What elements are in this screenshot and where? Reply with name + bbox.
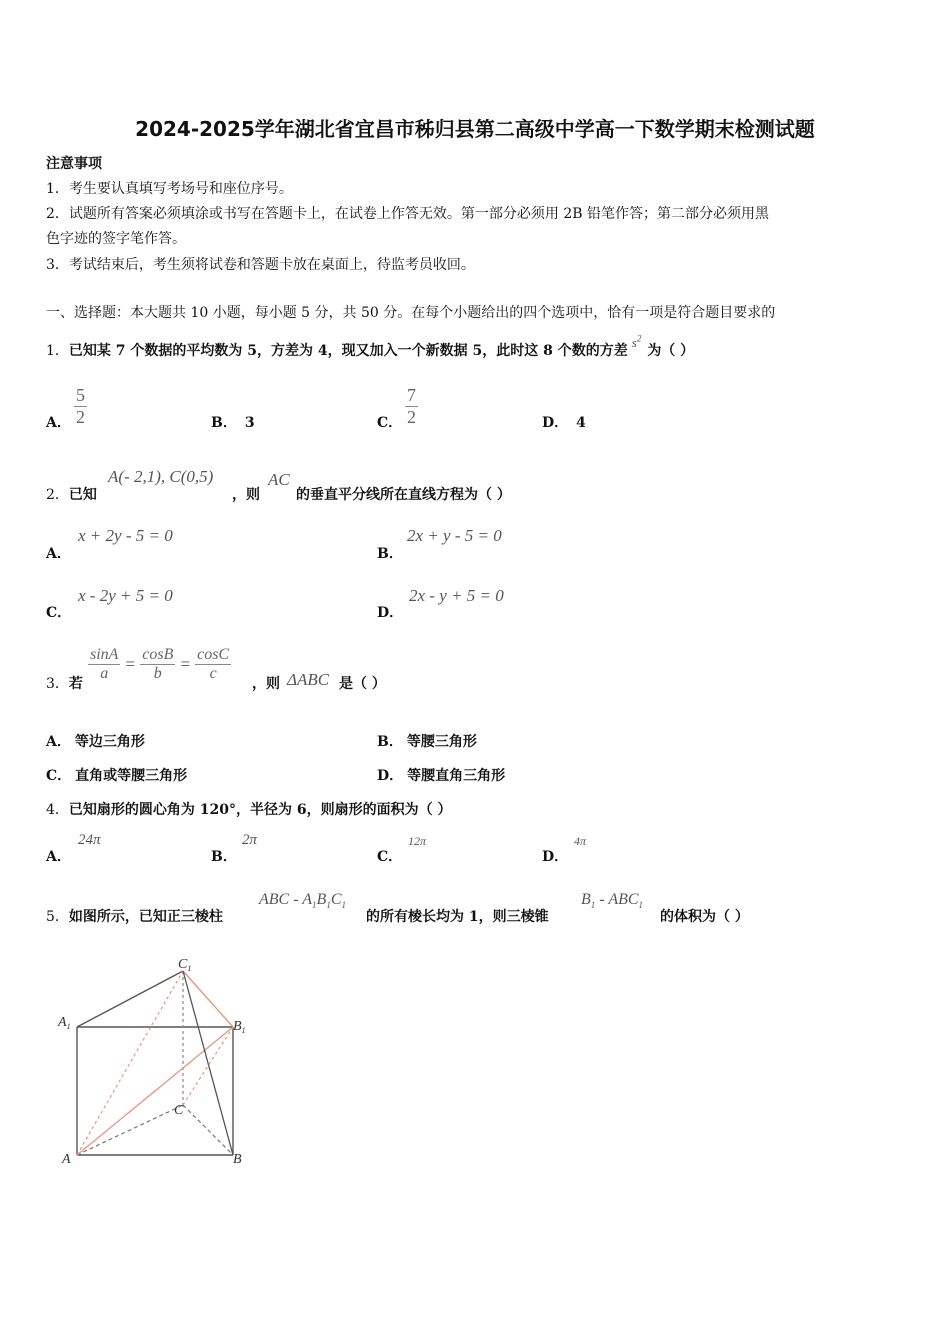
q3-mid: ，则 [252, 676, 280, 692]
edge-AC-hidden [77, 1105, 183, 1155]
q5-mid: 的所有棱长均为 1，则三棱锥 [366, 909, 549, 925]
variance-symbol: $s^2$ [631, 333, 642, 350]
vertex-label-A1: $A_1$ [58, 1015, 71, 1031]
q1-option-d: D． 4 [542, 415, 586, 431]
question-3: 3．若 [46, 676, 83, 692]
q1-option-a-label: A． [46, 415, 71, 431]
section-heading: 一、选择题：本大题共 10 小题，每小题 5 分，共 50 分。在每个小题给出的四个选项中，恰有一项是符合题目要求的 [46, 305, 776, 321]
q4-option-d: 4π [574, 834, 587, 848]
q2-option-a: x + 2y - 5 = 0 [78, 526, 173, 545]
q4-option-b-label: B． [211, 849, 237, 865]
prism-figure [50, 950, 280, 1175]
q4-option-a: 24π [78, 832, 101, 848]
vertex-label-C: C [174, 1103, 184, 1118]
question-text: 已知某 7 个数据的平均数为 5，方差为 4，现又加入一个新数据 5，此时这 8 个数的方差 [68, 343, 628, 359]
q2-option-c: x - 2y + 5 = 0 [78, 586, 173, 605]
q4-option-d-label: D． [542, 849, 569, 865]
q4-option-c: 12π [408, 834, 427, 848]
vertex-label-B: B [233, 1152, 242, 1167]
q4-option-c-label: C． [377, 849, 403, 865]
q3-tail: 是（ ） [339, 676, 386, 692]
q3-option-b: B． 等腰三角形 [377, 734, 477, 750]
vertex-label-C1: $C_1$ [178, 957, 192, 973]
vertex-label-B1: $B_1$ [233, 1019, 246, 1035]
notice-heading: 注意事项 [46, 156, 102, 172]
vertex-label-A: A [62, 1152, 71, 1167]
q5-tail: 的体积为（ ） [660, 909, 749, 925]
q2-segment: AC [268, 470, 290, 489]
question-1: 1．已知某 7 个数据的平均数为 5，方差为 4，现又加入一个新数据 5，此时这 8 个数的方差$s^2$为（ ） [46, 333, 695, 359]
notice-item-2-cont: 色字迹的签字笔作答。 [46, 231, 186, 247]
q2-option-d-label: D． [377, 605, 404, 621]
q4-option-a-label: A． [46, 849, 71, 865]
page-title: 2024-2025学年湖北省宜昌市秭归县第二高级中学高一下数学期末检测试题 [135, 117, 815, 141]
q1-option-c: $\frac{7}{2}$ [407, 385, 416, 427]
q2-option-b: 2x + y - 5 = 0 [407, 526, 502, 545]
q3-option-c: C． 直角或等腰三角形 [46, 768, 188, 784]
q3-triangle: ΔABC [287, 670, 330, 689]
q1-option-a: $\frac{5}{2}$ [76, 385, 85, 427]
q2-option-c-label: C． [46, 605, 72, 621]
notice-item-3: 3．考试结束后，考生须将试卷和答题卡放在桌面上，待监考员收回。 [46, 257, 475, 273]
q1-option-b: B． 3 [211, 415, 255, 431]
question-2: 2．已知 [46, 487, 97, 503]
notice-item-1: 1．考生要认真填写考场号和座位序号。 [46, 181, 293, 197]
q5-pyramid: $B_1 - ABC_1$ [581, 891, 644, 911]
q5-prism: ABC - $A_1B_1C_1$ [259, 891, 346, 911]
diagonal-CB1-hidden [183, 1027, 233, 1105]
q2-option-b-label: B． [377, 546, 403, 562]
q2-points: A(- 2,1), C(0,5) [108, 467, 214, 486]
q3-option-a: A． 等边三角形 [46, 734, 145, 750]
q4-option-b: 2π [242, 832, 258, 848]
fraction-sinA-a: $\frac{\sin A}{a}$ [90, 646, 119, 682]
q3-equation: $\frac{\sin A}{a}$ = $\frac{\cos B}{b}$ = $\frac{\cos C}{c}$ [90, 646, 230, 682]
q2-option-d: 2x - y + 5 = 0 [409, 586, 504, 605]
notice-item-2: 2．试题所有答案必须填涂或书写在答题卡上，在试卷上作答无效。第一部分必须用 2B 铅笔作答；第二部分必须用黑 [46, 206, 769, 222]
diagonal-AB1 [77, 1027, 233, 1155]
edge-CB-hidden [183, 1105, 233, 1155]
q2-option-a-label: A． [46, 546, 71, 562]
fraction-cosC-c: $\frac{\cos C}{c}$ [197, 646, 230, 682]
question-number: 1． [46, 343, 69, 359]
q2-tail: 的垂直平分线所在直线方程为（ ） [296, 487, 511, 503]
q3-option-d: D． 等腰直角三角形 [377, 768, 506, 784]
fraction-cosB-b: $\frac{\cos B}{b}$ [142, 646, 174, 682]
q2-mid: ，则 [232, 487, 260, 503]
question-4: 4．已知扇形的圆心角为 120°，半径为 6，则扇形的面积为（ ） [46, 802, 452, 818]
q1-option-c-label: C． [377, 415, 403, 431]
question-5: 5．如图所示，已知正三棱柱 [46, 909, 223, 925]
